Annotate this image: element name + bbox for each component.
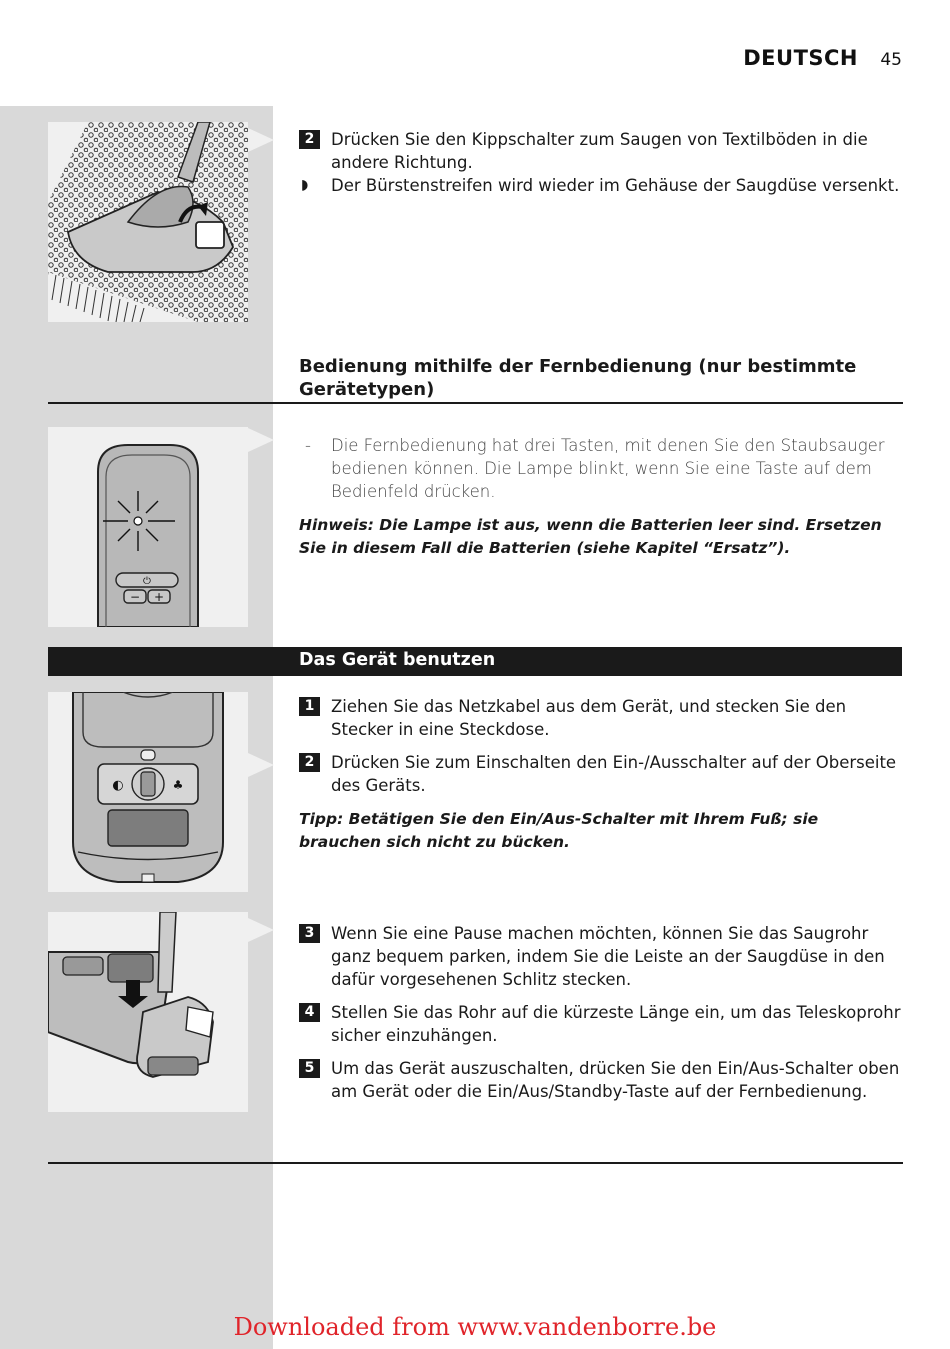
remote-section-heading: Bedienung mithilfe der Fernbedienung (nur bestimmte Gerätetypen): [299, 356, 857, 400]
figure-pointer: [248, 753, 274, 777]
step-number: 2: [299, 753, 320, 772]
step-item: [299, 751, 904, 797]
svg-text:⏻: ⏻: [143, 576, 151, 587]
language-label: DEUTSCH: [743, 46, 858, 70]
vacuum-on-switch-illustration: [48, 692, 248, 892]
step-item: [299, 1001, 904, 1047]
step-text: Ziehen Sie das Netzkabel aus dem Gerät, und stecken Sie den Stecker in eine Steckdose.: [331, 697, 847, 739]
section-title-bar: [48, 647, 902, 676]
step-number: 1: [299, 697, 320, 716]
remote-minus-label: −: [129, 590, 141, 604]
dash-item: [299, 434, 904, 503]
figure-pointer: [248, 428, 274, 452]
result-item: [299, 174, 904, 197]
use-steps-a: [299, 695, 904, 854]
step-number: 2: [299, 130, 320, 149]
download-source-link[interactable]: Downloaded from www.vandenborre.be: [233, 1313, 717, 1341]
step-number: 3: [299, 924, 320, 943]
step-text: Stellen Sie das Rohr auf die kürzeste Länge ein, um das Teleskoprohr sicher einzuhängen.: [331, 1003, 901, 1045]
step-item: [299, 128, 904, 174]
step-item: [299, 922, 904, 991]
figure-pointer: [248, 128, 274, 152]
dash-text: Die Fernbedienung hat drei Tasten, mit denen Sie den Staubsauger bedienen können. Die Lampe blinkt, wenn Sie eine Taste auf dem Bedienfeld drücken.: [331, 436, 885, 501]
step-number: 4: [299, 1003, 320, 1022]
tip-note: Tipp: Betätigen Sie den Ein/Aus-Schalter mit Ihrem Fuß; sie brauchen sich nicht zu bücken.: [299, 810, 819, 851]
remote-section-text: [299, 434, 904, 560]
step-text: Wenn Sie eine Pause machen möchten, können Sie das Saugrohr ganz bequem parken, indem Sie die Leiste an der Saugdüse in den dafür vorgesehenen Schlitz stecken.: [331, 924, 885, 989]
remote-control-illustration: [48, 427, 248, 627]
page-number: 45: [880, 50, 902, 70]
step-text: Drücken Sie zum Einschalten den Ein-/Ausschalter auf der Oberseite des Geräts.: [331, 753, 897, 795]
parking-position-illustration: [48, 912, 248, 1112]
svg-text:♣: ♣: [172, 778, 184, 792]
result-text: Der Bürstenstreifen wird wieder im Gehäuse der Saugdüse versenkt.: [331, 176, 900, 195]
use-steps-b: [299, 922, 904, 1103]
nozzle-carpet-illustration: [48, 122, 248, 322]
step-item: [299, 695, 904, 741]
section-divider: [48, 1162, 903, 1164]
dash-bullet: -: [305, 436, 311, 455]
section-divider: [48, 402, 903, 404]
step-number: 5: [299, 1059, 320, 1078]
figure-pointer: [248, 918, 274, 942]
remote-note: Hinweis: Die Lampe ist aus, wenn die Batterien leer sind. Ersetzen Sie in diesem Fall die Batterien (siehe Kapitel “Ersatz”).: [299, 516, 882, 557]
section-title: Das Gerät benutzen: [299, 650, 496, 670]
step-text: Drücken Sie den Kippschalter zum Saugen von Textilböden in die andere Richtung.: [331, 130, 868, 172]
step-item: [299, 1057, 904, 1103]
block1-text: [299, 128, 904, 197]
result-bullet-icon: ◗: [301, 177, 309, 193]
svg-text:◐: ◐: [112, 778, 124, 793]
remote-plus-label: +: [153, 590, 165, 604]
step-text: Um das Gerät auszuschalten, drücken Sie den Ein/Aus-Schalter oben am Gerät oder die Ein/Aus/Standby-Taste auf der Fernbedienung.: [331, 1059, 900, 1101]
